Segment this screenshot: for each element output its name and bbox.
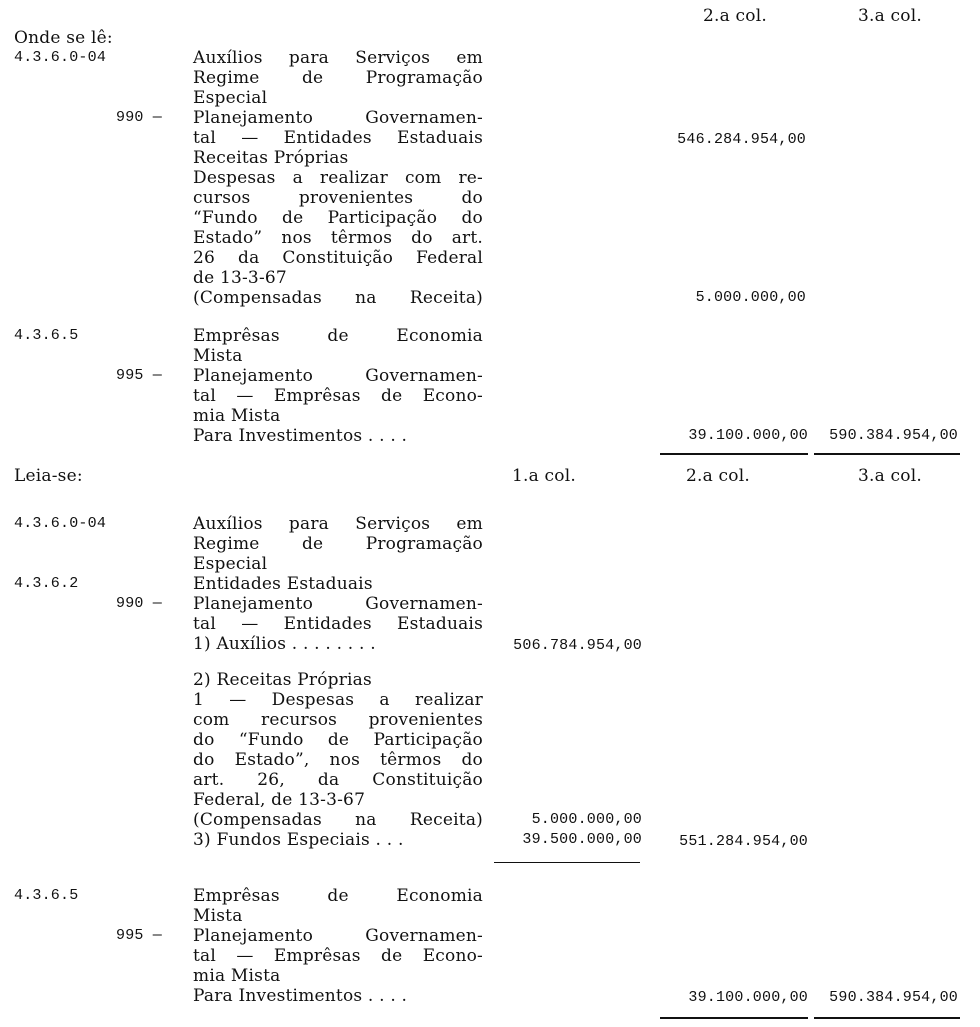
onde-receitas-line6: 26 da Constituição Federal [193,248,483,268]
leia-total-rule-col2 [660,1017,808,1019]
col1-header-leia: 1.a col. [512,466,576,486]
leia-sub-995: 995 — [116,927,163,944]
leia-sub-990: 990 — [116,595,163,612]
leia-receitas-line1: 2) Receitas Próprias [193,670,372,690]
onde-title1-line1: Auxílios para Serviços em [193,48,483,68]
onde-total-rule-col3 [814,453,960,455]
leia-995-line2: tal — Emprêsas de Econo- [193,946,483,966]
leia-fundos: 3) Fundos Especiais . . . [193,830,404,850]
onde-code-43604: 4.3.6.0-04 [14,49,107,66]
leia-receitas-line7: Federal, de 13-3-67 [193,790,366,810]
leia-receitas-line2: 1 — Despesas a realizar [193,690,483,710]
leia-amount-auxilios: 506.784.954,00 [513,637,642,654]
leia-receitas-line3: com recursos provenientes [193,710,483,730]
leia-title1-line3: Especial [193,554,268,574]
leia-990-line1: Planejamento Governamen- [193,594,483,614]
leia-code-43604: 4.3.6.0-04 [14,515,107,532]
leia-receitas-line4: do “Fundo de Participação [193,730,483,750]
leia-auxilios: 1) Auxílios . . . . . . . . [193,634,376,654]
onde-title1-line2: Regime de Programação [193,68,483,88]
leia-amount-inv-col3: 590.384.954,00 [829,989,958,1006]
leia-entidades: Entidades Estaduais [193,574,373,594]
leia-code-4365: 4.3.6.5 [14,887,79,904]
leia-receitas-line5: do Estado”, nos têrmos do [193,750,483,770]
onde-total-rule-col2 [660,453,808,455]
leia-995-line3: mia Mista [193,966,281,986]
onde-995-line3: mia Mista [193,406,281,426]
leia-amount-total-col2: 551.284.954,00 [679,833,808,850]
onde-990-line1: Planejamento Governamen- [193,108,483,128]
leia-compensadas: (Compensadas na Receita) [193,810,483,830]
onde-sub-995: 995 — [116,367,163,384]
onde-990-line2: tal — Entidades Estaduais [193,128,483,148]
col2-header-onde: 2.a col. [703,6,767,26]
leia-amount-compensadas: 5.000.000,00 [531,811,642,828]
onde-995-line1: Planejamento Governamen- [193,366,483,386]
onde-title2-line1: Emprêsas de Economia [193,326,483,346]
leia-code-4362: 4.3.6.2 [14,575,79,592]
onde-receitas-line4: “Fundo de Participação do [193,208,483,228]
onde-receitas-line7: de 13-3-67 [193,268,287,288]
col2-header-leia: 2.a col. [686,466,750,486]
onde-amount-compensadas: 5.000.000,00 [695,289,806,306]
onde-code-4365: 4.3.6.5 [14,327,79,344]
onde-title1-line3: Especial [193,88,268,108]
leia-995-line1: Planejamento Governamen- [193,926,483,946]
onde-receitas-line2: Despesas a realizar com re- [193,168,483,188]
col3-header-leia: 3.a col. [858,466,922,486]
leia-amount-inv-col2: 39.100.000,00 [688,989,808,1006]
onde-receitas-line1: Receitas Próprias [193,148,349,168]
leia-total-rule-col3 [814,1017,960,1019]
leia-receitas-line6: art. 26, da Constituição [193,770,483,790]
onde-amount-inv-col3: 590.384.954,00 [829,427,958,444]
onde-investimentos: Para Investimentos . . . . [193,426,408,446]
leia-990-line2: tal — Entidades Estaduais [193,614,483,634]
onde-995-line2: tal — Emprêsas de Econo- [193,386,483,406]
leia-title2-line1: Emprêsas de Economia [193,886,483,906]
onde-receitas-line3: cursos provenientes do [193,188,483,208]
col3-header-onde: 3.a col. [858,6,922,26]
onde-amount-990: 546.284.954,00 [677,131,806,148]
leia-subtotal-rule-col1 [494,862,640,863]
onde-compensadas: (Compensadas na Receita) [193,288,483,308]
onde-amount-inv-col2: 39.100.000,00 [688,427,808,444]
leia-title1-line1: Auxílios para Serviços em [193,514,483,534]
leia-title1-line2: Regime de Programação [193,534,483,554]
onde-title2-line2: Mista [193,346,243,366]
onde-sub-990: 990 — [116,109,163,126]
leia-investimentos: Para Investimentos . . . . [193,986,408,1006]
leia-amount-fundos: 39.500.000,00 [522,831,642,848]
onde-receitas-line5: Estado” nos têrmos do art. [193,228,483,248]
onde-label: Onde se lê: [14,28,113,48]
leia-label: Leia-se: [14,466,83,486]
leia-title2-line2: Mista [193,906,243,926]
